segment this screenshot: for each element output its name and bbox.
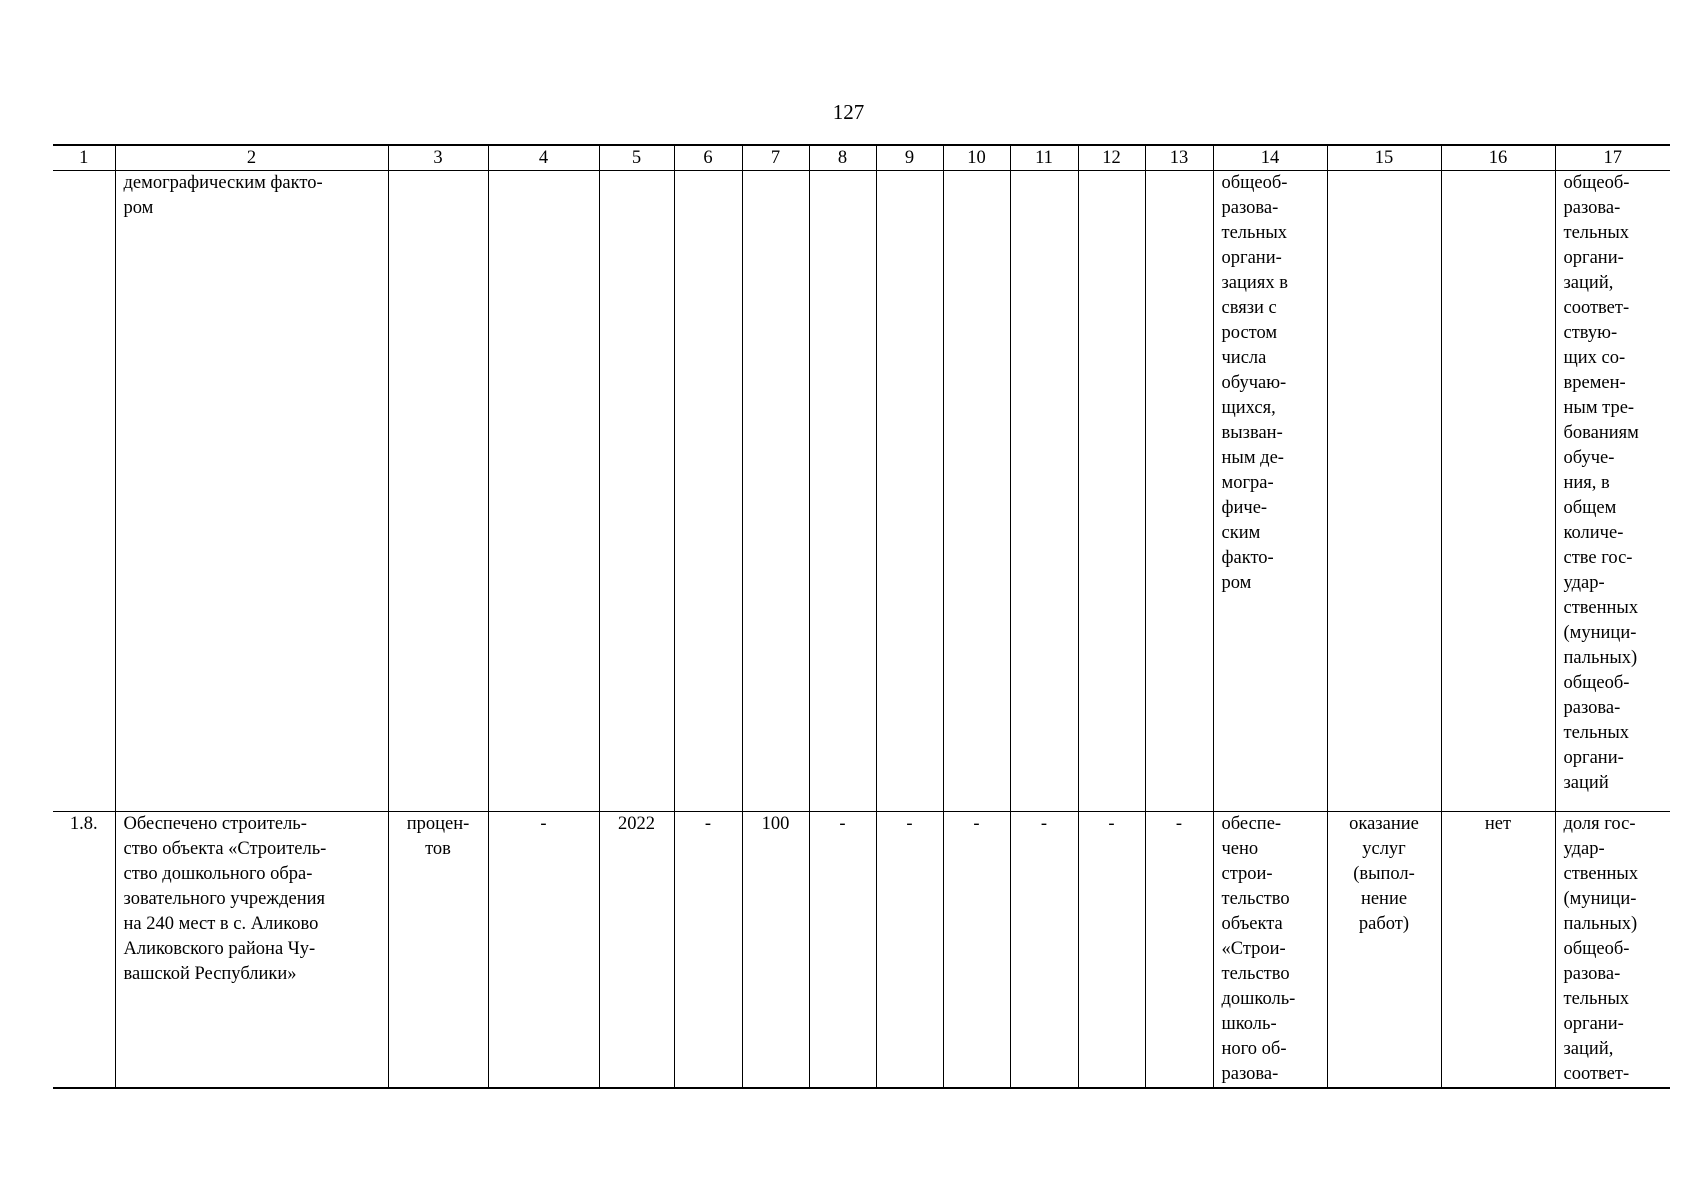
table-cell [488,171,599,812]
table-row [53,171,1670,812]
table-cell [1441,171,1555,812]
column-header: 2 [115,145,388,171]
table-cell: - [1010,812,1078,1089]
table-cell [1327,171,1441,812]
table-cell [674,171,742,812]
table-cell [742,171,809,812]
page-number: 127 [832,100,865,124]
table-cell [53,171,115,812]
table-cell: общеоб- разова- тельных органи- заций, соответ- ствую- щих со- времен- ным тре- бованиям обуче- ния, в общем количе- стве гос- удар- ственных (муници- пальных) общеоб- разова- тельных органи- заций [1555,171,1670,812]
table-cell [1078,171,1145,812]
column-header: 17 [1555,145,1670,171]
column-header: 16 [1441,145,1555,171]
table-cell: общеоб- разова- тельных органи- зациях в связи с ростом числа обучаю- щихся, вызван- ным де- могра- фиче- ским факто- ром [1213,171,1327,812]
table-cell [809,171,876,812]
table-cell: Обеспечено строитель- ство объекта «Строитель- ство дошкольного обра- зовательного учреждения на 240 мест в с. Аликово Аликовского района Чу- вашской Республики» [115,812,388,1089]
table-row [53,812,1670,1089]
table-cell: - [809,812,876,1089]
table-cell: - [674,812,742,1089]
column-header: 13 [1145,145,1213,171]
table-cell: процен- тов [388,812,488,1089]
table-cell [1010,171,1078,812]
table-cell: - [1145,812,1213,1089]
table-cell: - [1078,812,1145,1089]
table-cell: нет [1441,812,1555,1089]
column-header: 15 [1327,145,1441,171]
table-cell: оказание услуг (выпол- нение работ) [1327,812,1441,1089]
table-cell: 2022 [599,812,674,1089]
column-header: 5 [599,145,674,171]
column-header: 10 [943,145,1010,171]
table-cell [1145,171,1213,812]
table-cell: демографическим факто- ром [115,171,388,812]
column-header: 14 [1213,145,1327,171]
column-header: 1 [53,145,115,171]
column-header: 6 [674,145,742,171]
table-cell: - [488,812,599,1089]
table-cell: - [876,812,943,1089]
column-number-row [53,145,1670,171]
table-cell: доля гос- удар- ственных (муници- пальных) общеоб- разова- тельных органи- заций, соответ- [1555,812,1670,1089]
column-header: 12 [1078,145,1145,171]
table-cell [599,171,674,812]
table-cell: 100 [742,812,809,1089]
column-header: 11 [1010,145,1078,171]
column-header: 4 [488,145,599,171]
table-cell: обеспе- чено строи- тельство объекта «Строи- тельство дошколь- школь- ного об- разова- [1213,812,1327,1089]
column-header: 7 [742,145,809,171]
table-cell [943,171,1010,812]
column-header: 9 [876,145,943,171]
table-cell: 1.8. [53,812,115,1089]
column-header: 8 [809,145,876,171]
column-header: 3 [388,145,488,171]
indicators-table [53,144,1670,1089]
table-cell [388,171,488,812]
table-cell [876,171,943,812]
table-cell: - [943,812,1010,1089]
